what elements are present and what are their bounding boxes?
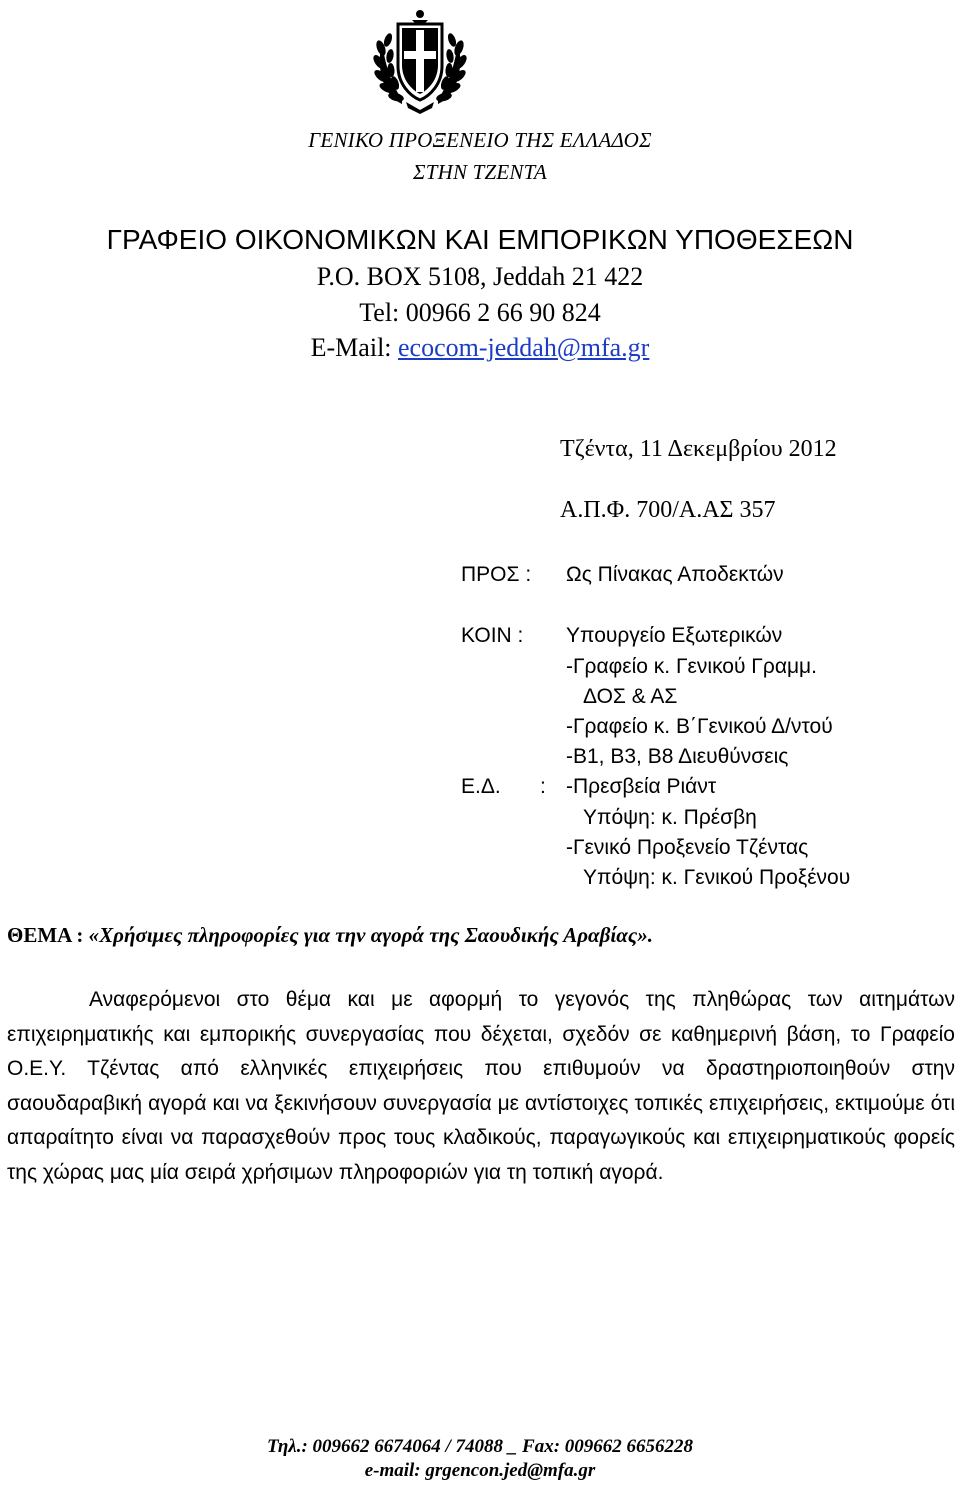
ed-line: -Πρεσβεία Ριάντ xyxy=(566,775,717,798)
subject-line xyxy=(7,923,653,948)
document-date: Τζέντα, 11 Δεκεμβρίου 2012 xyxy=(560,436,837,462)
subject-text: «Χρήσιμες πληροφορίες για την αγορά της Σαουδικής Αραβίας». xyxy=(88,923,653,947)
subject-label: ΘΕΜΑ : xyxy=(7,923,89,947)
po-box: P.O. BOX 5108, Jeddah 21 422 xyxy=(316,262,644,291)
footer-email: e-mail: grgencon.jed@mfa.gr xyxy=(364,1460,596,1481)
pros-value: Ως Πίνακας Αποδεκτών xyxy=(566,563,784,586)
koin-line: -Γραφείο κ. Β΄Γενικού Δ/ντού xyxy=(566,715,833,738)
koin-line: Υπουργείο Εξωτερικών xyxy=(566,624,783,647)
koin-label: ΚΟΙΝ : xyxy=(461,624,524,647)
koin-line: -Γραφείο κ. Γενικού Γραμμ. xyxy=(566,655,817,678)
koin-line: -Β1, Β3, Β8 Διευθύνσεις xyxy=(566,745,789,768)
body-paragraph: Αναφερόμενοι στο θέμα και με αφορμή το γεγονός της πληθώρας των αιτημάτων επιχειρηματικής και εμπορικής συνεργασίας που δέχεται, σχεδόν σε καθημερινή βάση, το Γραφείο Ο.Ε.Υ. Τζέντας από ελληνικές επιχειρήσεις που επιθυμούν να δραστηριοποιηθούν στην σαουδαραβική αγορά και να ξεκινήσουν συνεργασία με αντίστοιχες τοπικές επιχειρήσεις, εκτιμούμε ότι απαραίτητο είναι να παρασχεθούν προς τους κλαδικούς, παραγωγικούς και επιχειρηματικούς φορείς της χώρας μας μία σειρά χρήσιμων πληροφοριών για τη τοπική αγορά. xyxy=(7,988,955,1184)
ed-line: -Γενικό Προξενείο Τζέντας xyxy=(566,836,809,859)
ed-line: Υπόψη: κ. Πρέσβη xyxy=(583,806,757,829)
ed-colon: : xyxy=(540,775,546,798)
email-label: E-Mail: xyxy=(310,333,399,362)
email-link[interactable]: ecocom-jeddah@mfa.gr xyxy=(398,333,650,362)
email-line xyxy=(0,333,960,363)
pros-label: ΠΡΟΣ : xyxy=(461,563,532,586)
koin-line: ΔΟΣ & ΑΣ xyxy=(583,685,678,708)
telephone: Tel: 00966 2 66 90 824 xyxy=(359,298,601,327)
ed-label: Ε.Δ. xyxy=(461,775,501,798)
ed-line: Υπόψη: κ. Γενικού Προξένου xyxy=(583,866,851,889)
consulate-name-line2: ΣΤΗΝ ΤΖΕΝΤΑ xyxy=(413,160,547,184)
office-title: ΓΡΑΦΕΙΟ ΟΙΚΟΝΟΜΙΚΩΝ ΚΑΙ ΕΜΠΟΡΙΚΩΝ ΥΠΟΘΕΣΕΩΝ xyxy=(106,224,854,255)
greek-coat-of-arms-icon xyxy=(372,4,468,114)
consulate-name-line1: ΓΕΝΙΚΟ ΠΡΟΞΕΝΕΙΟ ΤΗΣ ΕΛΛΑΔΟΣ xyxy=(308,128,652,152)
footer-phone-fax: Τηλ.: 009662 6674064 / 74088 _ Fax: 009662 6656228 xyxy=(266,1436,694,1457)
protocol-number: Α.Π.Φ. 700/Α.ΑΣ 357 xyxy=(560,497,776,523)
